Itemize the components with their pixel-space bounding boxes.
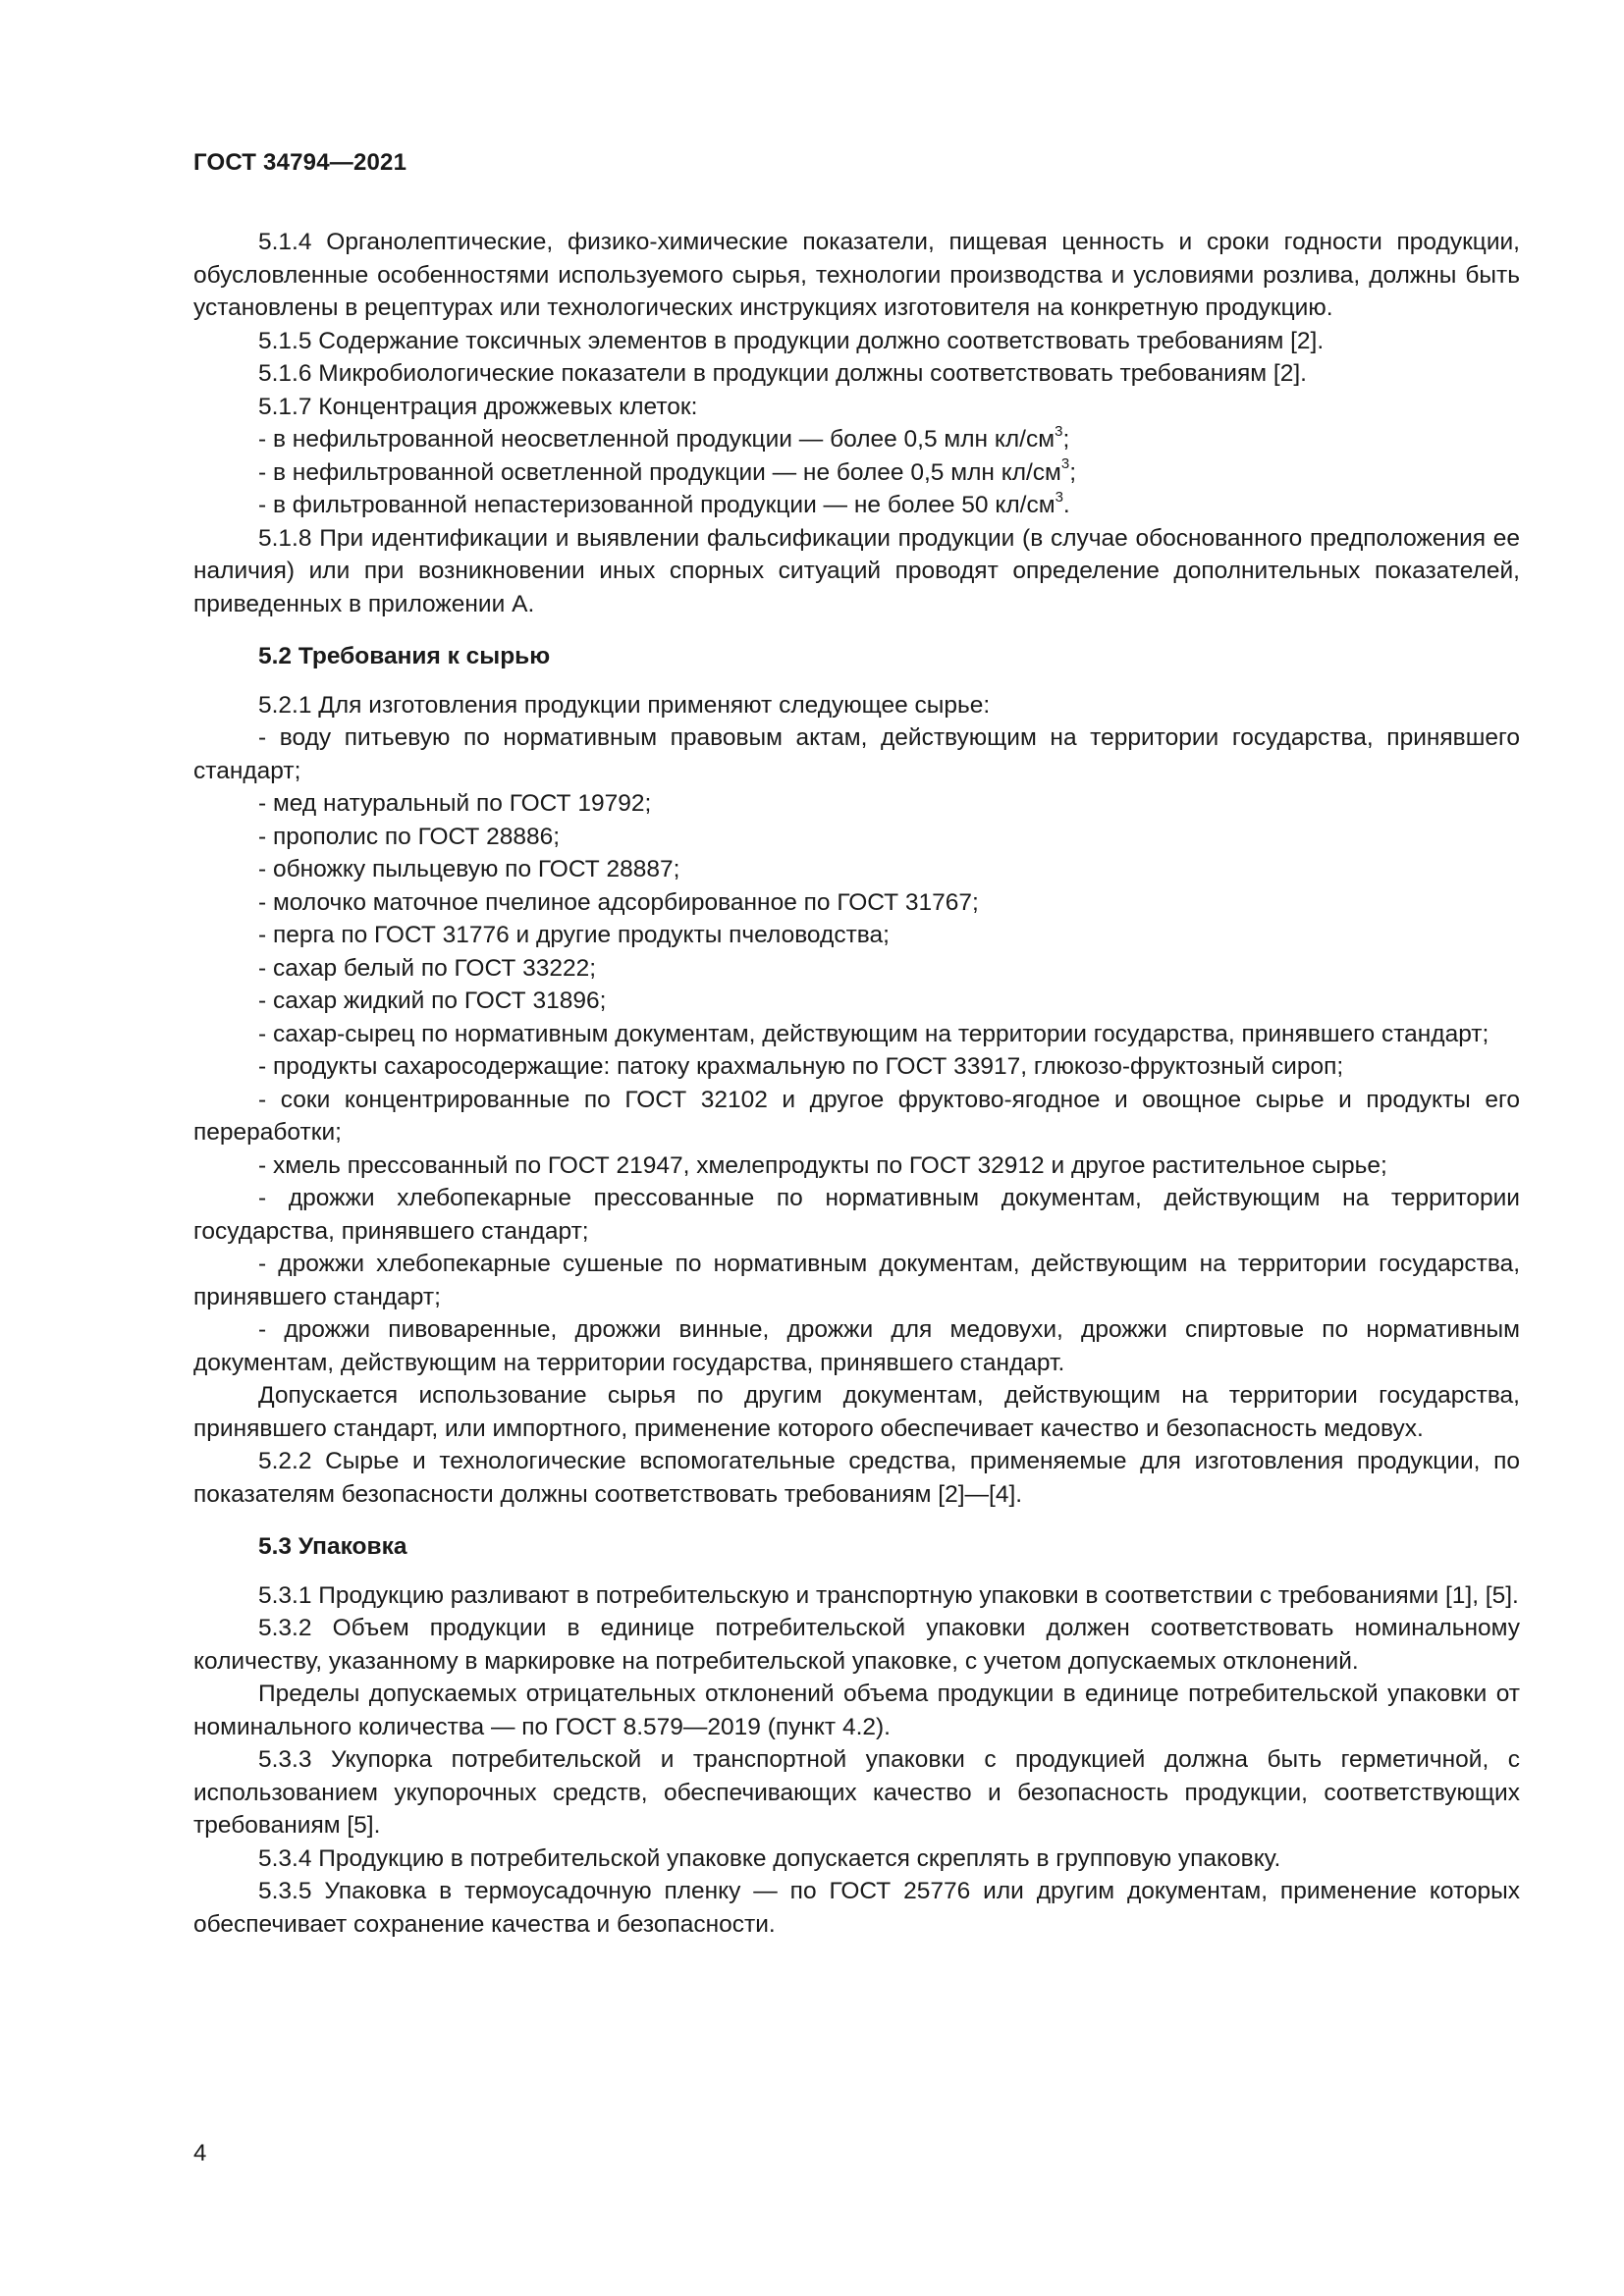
paragraph-5-3-1: 5.3.1 Продукцию разливают в потребительскую и транспортную упаковки в соответствии с требованиями [1], [5].	[258, 1581, 1519, 1609]
paragraph-5-1-4: 5.1.4 Органолептические, физико-химические показатели, пищевая ценность и сроки годности продукции, обусловленные особенностями используемого сырья, технологии производства и условиями розлива, должны быть установлены в рецептурах или технологических инструкциях изготовителя на конкретную продукцию.	[193, 229, 1520, 321]
page-number: 4	[193, 2140, 207, 2166]
paragraph-5-3-4: 5.3.4 Продукцию в потребительской упаковке допускается скреплять в групповую упаковку.	[258, 1844, 1281, 1872]
raw-material-item: - перга по ГОСТ 31776 и другие продукты пчеловодства;	[258, 922, 890, 948]
paragraph-5-1-7: 5.1.7 Концентрация дрожжевых клеток:	[258, 393, 698, 420]
paragraph-5-3-3: 5.3.3 Укупорка потребительской и транспортной упаковки с продукцией должна быть герметичной, с использованием укупорочных средств, обеспечивающих качество и безопасность продукции, соответствующих требованиям [5].	[193, 1746, 1520, 1839]
paragraph-5-3-2: 5.3.2 Объем продукции в единице потребительской упаковки должен соответствовать номинальному количеству, указанному в маркировке на потребительской упаковке, с учетом допускаемых отклонений.	[193, 1615, 1520, 1675]
raw-material-item: - сахар-сырец по нормативным документам, действующим на территории государства, принявшего стандарт;	[258, 1020, 1489, 1047]
document-body	[193, 226, 1520, 1941]
paragraph-5-3-2-limits: Пределы допускаемых отрицательных отклонений объема продукции в единице потребительской упаковки от номинального количества — по ГОСТ 8.579—2019 (пункт 4.2).	[193, 1681, 1520, 1740]
raw-material-item: - дрожжи хлебопекарные сушеные по нормативным документам, действующим на территории государства, принявшего стандарт;	[193, 1251, 1520, 1310]
raw-material-item: - воду питьевую по нормативным правовым актам, действующим на территории государства, принявшего стандарт;	[193, 724, 1520, 784]
paragraph-5-1-8: 5.1.8 При идентификации и выявлении фальсификации продукции (в случае обоснованного предположения ее наличия) или при возникновении иных спорных ситуаций проводят определение дополнительных показателей, приведенных в приложении А.	[193, 524, 1520, 617]
yeast-item-3: - в фильтрованной непастеризованной продукции — не более 50 $кл/см^3$.	[258, 488, 1070, 518]
raw-material-item: - хмель прессованный по ГОСТ 21947, хмелепродукты по ГОСТ 32912 и другое растительное сырье;	[258, 1151, 1387, 1179]
paragraph-5-1-5: 5.1.5 Содержание токсичных элементов в продукции должно соответствовать требованиям [2].	[258, 327, 1325, 354]
raw-material-item: - дрожжи пивоваренные, дрожжи винные, дрожжи для медовухи, дрожжи спиртовые по нормативным документам, действующим на территории государства, принявшего стандарт.	[193, 1316, 1520, 1376]
raw-material-item: - продукты сахаросодержащие: патоку крахмальную по ГОСТ 33917, глюкозо-фруктозный сироп;	[258, 1053, 1344, 1080]
paragraph-5-2-1: 5.2.1 Для изготовления продукции применяют следующее сырье:	[258, 691, 991, 719]
raw-material-item: - сахар жидкий по ГОСТ 31896;	[258, 988, 607, 1014]
raw-material-item: - мед натуральный по ГОСТ 19792;	[258, 790, 652, 817]
raw-material-item: - прополис по ГОСТ 28886;	[258, 823, 561, 850]
yeast-item-2: - в нефильтрованной осветленной продукции — не более 0,5 млн $кл/см^3$;	[258, 455, 1077, 486]
raw-material-item: - соки концентрированные по ГОСТ 32102 и другое фруктово-ягодное и овощное сырье и продукты его переработки;	[193, 1086, 1520, 1146]
paragraph-5-2-2: 5.2.2 Сырье и технологические вспомогательные средства, применяемые для изготовления продукции, по показателям безопасности должны соответствовать требованиям [2]—[4].	[193, 1448, 1520, 1508]
raw-material-item: - сахар белый по ГОСТ 33222;	[258, 954, 597, 982]
raw-material-item: - молочко маточное пчелиное адсорбированное по ГОСТ 31767;	[258, 888, 979, 916]
section-heading-5-2: 5.2 Требования к сырью	[258, 643, 551, 669]
raw-material-item: - обножку пыльцевую по ГОСТ 28887;	[258, 856, 680, 882]
paragraph-allowed-materials: Допускается использование сырья по другим документам, действующим на территории государства, принявшего стандарт, или импортного, применение которого обеспечивает качество и безопасность медовух.	[193, 1382, 1520, 1442]
paragraph-5-3-5: 5.3.5 Упаковка в термоусадочную пленку — по ГОСТ 25776 или другим документам, применение которых обеспечивает сохранение качества и безопасности.	[193, 1878, 1520, 1938]
document-header: ГОСТ 34794—2021	[193, 149, 407, 176]
raw-material-item: - дрожжи хлебопекарные прессованные по нормативным документам, действующим на территории государства, принявшего стандарт;	[193, 1185, 1520, 1245]
paragraph-5-1-6: 5.1.6 Микробиологические показатели в продукции должны соответствовать требованиям [2].	[258, 360, 1307, 387]
yeast-item-1: - в нефильтрованной неосветленной продукции — более 0,5 млн $кл/см^3$;	[258, 422, 1070, 453]
section-heading-5-3: 5.3 Упаковка	[258, 1533, 407, 1560]
